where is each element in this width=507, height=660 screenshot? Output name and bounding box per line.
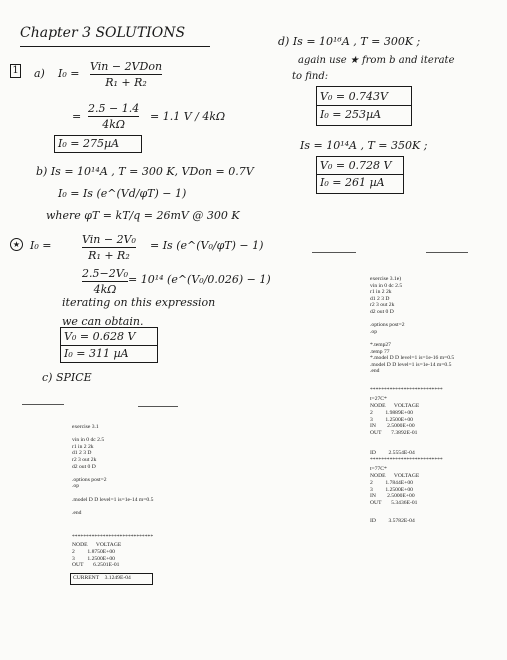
part-a-numerator: Vin − 2VDon xyxy=(90,60,163,73)
spice-right-id-2: ID 3.5782E-04 xyxy=(370,518,415,524)
star-eq2-denominator: 4kΩ xyxy=(93,283,117,296)
fraction-bar xyxy=(82,247,136,248)
part-a-fraction xyxy=(90,60,162,89)
star-eq-rhs: = Is (e^(V₀/φT) − 1) xyxy=(150,239,264,252)
title-underline xyxy=(20,46,210,47)
page-title: Chapter 3 SOLUTIONS xyxy=(20,25,186,41)
part-a-lhs: I₀ = xyxy=(58,67,80,80)
spice-left-rows: 2 1.8750E+00 3 1.2500E+00 OUT 6.2501E-01 xyxy=(72,549,120,569)
part-a-eq2-denominator: 4kΩ xyxy=(102,118,125,131)
spice-right-stars-2: ************************** xyxy=(370,457,443,463)
part-d-line2: again use ★ from b and iterate xyxy=(298,55,455,66)
fraction-bar xyxy=(88,116,139,117)
separator-right-2 xyxy=(426,252,468,253)
part-a-result: I₀ = 275µA xyxy=(58,137,120,150)
star-marker-icon: ★ xyxy=(10,238,23,251)
part-e-line: Is = 10¹⁴A , T = 350K ; xyxy=(300,139,428,152)
part-b-vd-result: V₀ = 0.628 V xyxy=(64,330,136,343)
part-a-eq2-fraction xyxy=(88,102,139,131)
spice-right-temp-2: t=77C* xyxy=(370,466,387,472)
part-d-vd-result: V₀ = 0.743V xyxy=(320,90,388,103)
spice-right-temp-1: t=27C* xyxy=(370,396,387,402)
star-eq-denominator: R₁ + R₂ xyxy=(88,249,130,262)
iterate-text-1: iterating on this expression xyxy=(62,296,216,309)
star-eq2-numerator: 2.5−2V₀ xyxy=(82,267,129,280)
spice-right-id-1: ID 2.5554E-04 xyxy=(370,450,415,456)
part-d-line1: d) Is = 10¹⁶A , T = 300K ; xyxy=(278,35,421,48)
separator-left-2 xyxy=(138,406,178,407)
part-d-id-result: I₀ = 253µA xyxy=(320,108,382,121)
iterate-text-2: we can obtain. xyxy=(62,315,144,328)
part-a-eq2-rhs: = 1.1 V / 4kΩ xyxy=(150,110,226,123)
part-d-line3: to find: xyxy=(292,71,329,82)
part-a-denominator: R₁ + R₂ xyxy=(105,76,147,89)
part-b-line1: b) Is = 10¹⁴A , T = 300 K, VDon = 0.7V xyxy=(36,165,254,178)
spice-left-netlist: exercise 3.1 vin in 0 dc 2.5 r1 in 2 2k d1 2 3 D r2 3 out 2k d2 out 0 D .options post=2 .op .model D D level=1 is=1e-14 m=0.5 .end xyxy=(72,424,154,516)
spice-right-rows-2: 2 1.7844E+00 3 1.2500E+00 IN 2.5000E+00 OUT 5.3436E-01 xyxy=(370,480,418,506)
spice-right-netlist: exercise 3.1e) vin in 0 dc 2.5 r1 in 2 2k d1 2 3 D r2 3 out 2k d2 out 0 D .options post=2 .op *.temp27 .temp 77 *.model D D level=1 is=1e-16 m=0.5 .model D D level=1 is=1e-14 m=0.5 .end xyxy=(370,276,455,375)
spice-left-header: NODE VOLTAGE xyxy=(72,542,122,548)
star-eq-numerator: Vin − 2V₀ xyxy=(82,233,136,246)
spice-left-stars: ***************************** xyxy=(72,534,154,540)
part-e-vd-result: V₀ = 0.728 V xyxy=(320,159,392,172)
problem-number: 1 xyxy=(10,64,21,78)
part-e-id-result: I₀ = 261 µA xyxy=(320,176,385,189)
result-divider xyxy=(316,105,411,106)
part-b-id-result: I₀ = 311 µA xyxy=(64,347,129,360)
star-eq2-fraction xyxy=(82,267,128,296)
spice-right-header-2: NODE VOLTAGE xyxy=(370,473,420,479)
part-a-eq2-numerator: 2.5 − 1.4 xyxy=(88,102,140,115)
part-a-label: a) xyxy=(34,67,45,80)
star-eq2-rhs: = 10¹⁴ (e^(V₀/0.026) − 1) xyxy=(128,273,271,286)
spice-right-header-1: NODE VOLTAGE xyxy=(370,403,420,409)
separator-right-1 xyxy=(312,252,356,253)
spice-right-stars-1: ************************** xyxy=(370,387,443,393)
star-eq-lhs: I₀ = xyxy=(30,239,52,252)
part-b-line2: I₀ = Is (e^(Vd/φT) − 1) xyxy=(58,187,187,200)
spice-right-rows-1: 2 1.9889E+00 3 1.2500E+00 IN 2.5000E+00 OUT 7.3892E-01 xyxy=(370,410,418,436)
fraction-bar xyxy=(90,74,162,75)
part-b-line3: where φT = kT/q = 26mV @ 300 K xyxy=(46,209,240,222)
part-a-eq2-lhs: = xyxy=(72,110,82,123)
fraction-bar xyxy=(82,281,128,282)
part-c-label: c) SPICE xyxy=(42,371,92,384)
star-eq-fraction xyxy=(82,233,136,262)
separator-left-1 xyxy=(22,404,64,405)
result-divider xyxy=(60,345,157,346)
result-divider xyxy=(316,174,403,175)
spice-left-current: CURRENT 3.1249E-04 xyxy=(73,575,131,581)
